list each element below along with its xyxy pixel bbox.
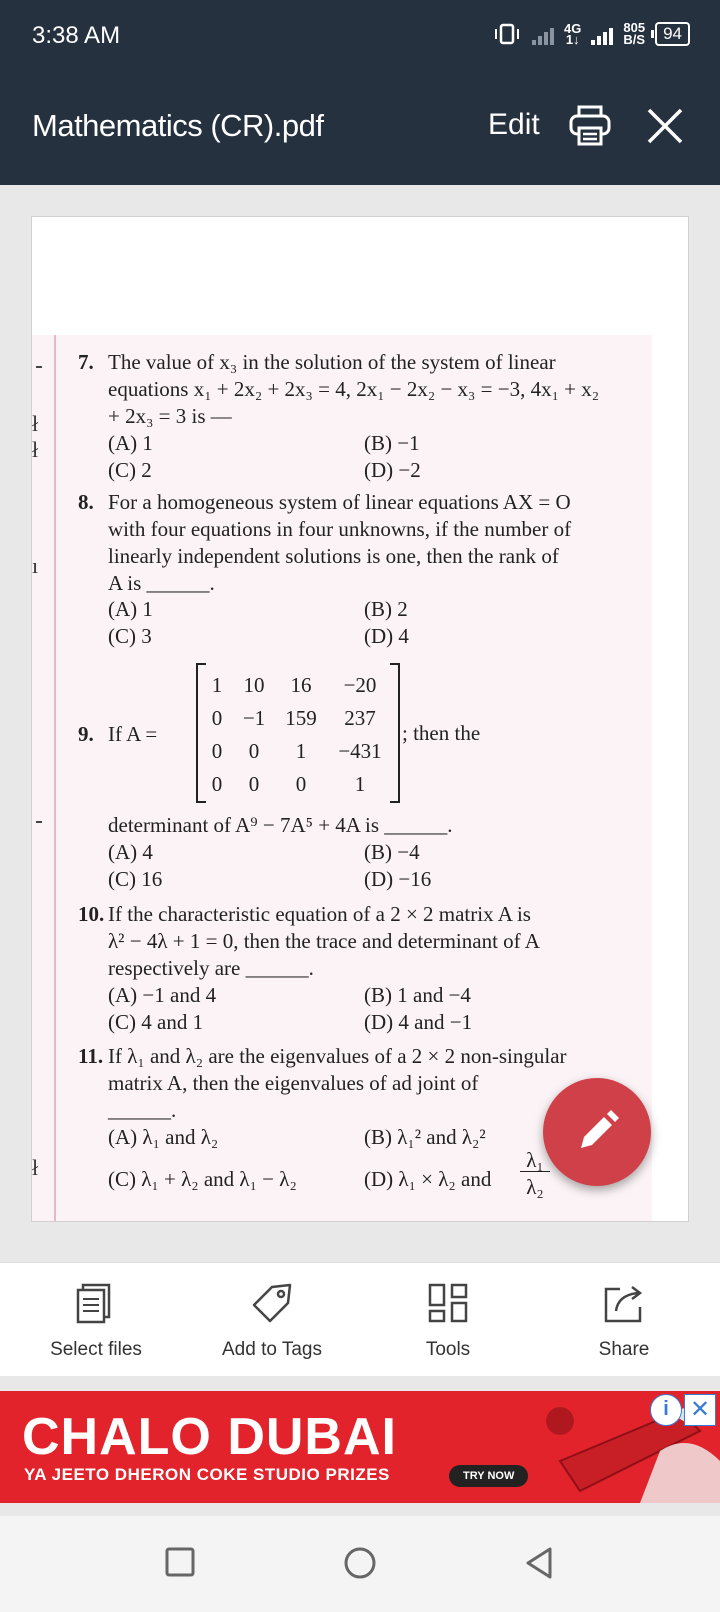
margin-dash (36, 821, 42, 823)
fraction-denominator: λ₂ (526, 1175, 544, 1199)
question-line: determinant of A⁹ − 7A⁵ + 4A is ______. (108, 813, 453, 837)
ad-cta-button[interactable]: TRY NOW (449, 1465, 528, 1487)
select-files-button[interactable] (6, 1263, 186, 1377)
fraction-numerator: λ₁ (520, 1149, 550, 1172)
ad-close-icon[interactable]: ✕ (684, 1394, 716, 1426)
matrix-cell: 16 (290, 673, 312, 697)
option: (A) 4 (108, 840, 153, 864)
scanned-page (32, 335, 652, 1222)
vibrate-icon (492, 23, 522, 45)
question-line: respectively are ______. (108, 956, 314, 980)
printer-icon[interactable] (568, 104, 612, 148)
matrix-cell: 0 (295, 772, 307, 796)
matrix-cell: −20 (343, 673, 377, 697)
question-line: The value of x₃ in the solution of the system of linear (108, 350, 556, 374)
margin-mark: ł (32, 1155, 39, 1180)
question-line: If λ₁ and λ₂ are the eigenvalues of a 2 × 2 non-singular (108, 1044, 567, 1068)
bottom-toolbar (0, 1262, 720, 1376)
question-10 (78, 901, 646, 982)
matrix-a (196, 663, 396, 803)
option: (A) 1 (108, 597, 153, 621)
recents-icon[interactable] (164, 1546, 196, 1578)
network-speed: 805 B/S (623, 20, 646, 47)
matrix-cell: 159 (285, 706, 317, 730)
status-icons (492, 22, 690, 46)
tool-label: Select files (50, 1339, 142, 1360)
tools-button[interactable] (358, 1263, 538, 1377)
margin-mark: ı (32, 553, 39, 578)
grid-tools-icon (426, 1281, 470, 1325)
option: (A) λ₁ and λ₂ (108, 1125, 219, 1149)
matrix-cell: 1 (295, 739, 307, 763)
signal-icon-sim1 (532, 23, 554, 45)
matrix-cell: 0 (248, 772, 260, 796)
annotate-fab-button[interactable] (543, 1078, 651, 1186)
option: (C) 4 and 1 (108, 1010, 204, 1034)
margin-mark: ł (32, 437, 39, 462)
matrix-cell: 0 (211, 772, 223, 796)
option: (B) −4 (364, 840, 420, 864)
tool-label: Share (598, 1339, 650, 1360)
option: (B) λ₁² and λ₂² (364, 1125, 486, 1149)
option: (A) −1 and 4 (108, 983, 217, 1007)
matrix-cell: 10 (243, 673, 265, 697)
option: (C) 16 (108, 867, 163, 891)
matrix-cell: 1 (354, 772, 366, 796)
network-type: 4G 1↓ (564, 21, 582, 47)
question-line: equations x₁ + 2x₂ + 2x₃ = 4, 2x₁ − 2x₂ − x₃ = −3, 4x₁ + x₂ (108, 377, 600, 401)
ad-headline: CHALO DUBAI (22, 1408, 397, 1466)
option: (B) 2 (364, 597, 408, 621)
tool-label: Tools (425, 1339, 471, 1360)
option: (D) 4 and −1 (364, 1010, 473, 1034)
question-line: A is ______. (108, 571, 215, 595)
question-number: 9. (78, 722, 94, 746)
home-icon[interactable] (343, 1546, 377, 1580)
question-line: with four equations in four unknowns, if the number of (108, 517, 572, 541)
option: (A) 1 (108, 431, 153, 455)
question-number: 10. (78, 902, 105, 926)
matrix-cell: 0 (211, 706, 223, 730)
pdf-page[interactable] (31, 216, 689, 1222)
question-line: + 2x₃ = 3 is — (108, 404, 232, 428)
question-number: 11. (78, 1044, 104, 1068)
status-time: 3:38 AM (32, 22, 121, 49)
option: (B) 1 and −4 (364, 983, 471, 1007)
share-icon (602, 1281, 646, 1325)
matrix-suffix: ; then the (402, 721, 481, 745)
matrix-cell: 0 (248, 739, 260, 763)
matrix-prefix: If A = (108, 722, 158, 746)
option: (D) −16 (364, 867, 432, 891)
edit-button[interactable]: Edit (488, 108, 540, 141)
margin-dash (36, 366, 42, 368)
question-line: λ² − 4λ + 1 = 0, then the trace and determinant of A (108, 929, 540, 953)
battery-indicator: 94 (655, 22, 690, 46)
tool-label: Add to Tags (221, 1339, 322, 1360)
add-to-tags-button[interactable] (182, 1263, 362, 1377)
option: (C) 3 (108, 624, 152, 648)
files-icon (74, 1281, 118, 1325)
matrix-cell: 1 (211, 673, 223, 697)
option: (B) −1 (364, 431, 420, 455)
app-header (0, 0, 720, 185)
option: (C) 2 (108, 458, 152, 482)
question-8 (78, 489, 646, 597)
option: (D) −2 (364, 458, 421, 482)
share-button[interactable] (534, 1263, 714, 1377)
question-line: If the characteristic equation of a 2 × 2 matrix A is (108, 902, 531, 926)
question-line: For a homogeneous system of linear equations AX = O (108, 490, 571, 514)
signal-icon-sim2 (591, 23, 613, 45)
system-nav-bar (0, 1516, 720, 1612)
option: (C) λ₁ + λ₂ and λ₁ − λ₂ (108, 1167, 297, 1191)
matrix-cell: −431 (338, 739, 382, 763)
matrix-cell: 0 (211, 739, 223, 763)
tag-icon (250, 1281, 294, 1325)
option: (D) 4 (364, 624, 409, 648)
question-number: 8. (78, 490, 94, 514)
ad-subheadline: YA JEETO DHERON COKE STUDIO PRIZES (24, 1465, 390, 1484)
question-number: 7. (78, 350, 94, 374)
pencil-icon (573, 1108, 621, 1156)
question-line: matrix A, then the eigenvalues of ad joint of (108, 1071, 479, 1095)
document-title: Mathematics (CR).pdf (32, 108, 324, 143)
question-line: ______. (108, 1098, 177, 1122)
question-line: linearly independent solutions is one, then the rank of (108, 544, 559, 568)
option: (D) λ₁ × λ₂ and (364, 1167, 492, 1191)
matrix-cell: 237 (344, 706, 376, 730)
ad-banner[interactable] (0, 1391, 720, 1503)
margin-mark: ł (32, 411, 39, 436)
matrix-cell: −1 (242, 706, 266, 730)
ad-info-icon[interactable]: i (650, 1394, 682, 1426)
back-icon[interactable] (523, 1546, 555, 1580)
question-7 (78, 349, 646, 430)
close-icon[interactable] (645, 106, 685, 146)
margin-rule (54, 335, 56, 1222)
